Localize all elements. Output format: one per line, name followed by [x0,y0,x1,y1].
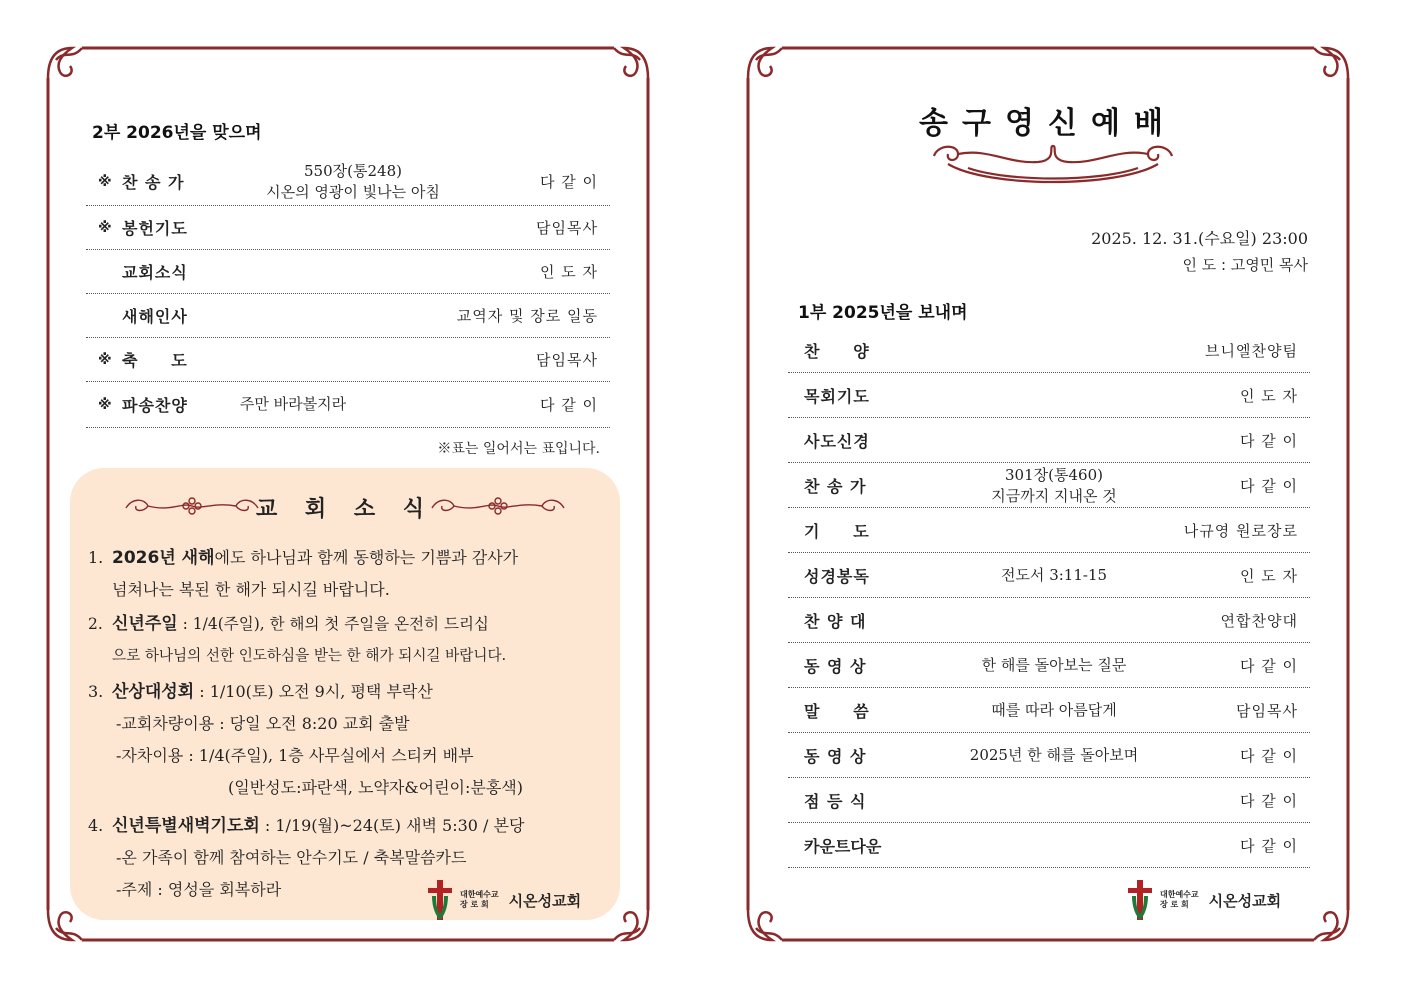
ornament-icon [428,494,568,518]
section-title: 1부 2025년을 보내며 [798,303,968,323]
item-name: 사도신경 [804,432,870,451]
item-name: 동 영 상 [804,747,867,766]
list-item [788,734,1310,778]
item-title: 전도서 3:11-15 [1000,566,1108,584]
news-header [70,490,620,526]
item-name: 성경봉독 [804,567,870,586]
item-person: 다 같 이 [1239,837,1298,855]
item-person: 연합찬양대 [1220,612,1298,630]
service-datetime: 2025. 12. 31.(수요일) 23:00 [1091,229,1308,248]
list-item [788,464,1310,508]
list-item [788,689,1310,733]
item-name: 찬 송 가 [122,173,185,192]
standing-note: ※표는 일어서는 표입니다. [437,441,600,457]
item-person: 다 같 이 [1239,477,1298,495]
item-name: 교회소식 [122,263,188,282]
service-leader: 인 도 : 고영민 목사 [1182,256,1308,274]
item-title: 주만 바라볼지라 [239,395,347,413]
denomination-label: 대한예수교 장 로 회 [1160,890,1199,909]
item-name: 축 도 [122,351,188,370]
item-name: 목회기도 [804,387,870,406]
item-name: 찬 양 [804,342,870,361]
item-person: 브니엘찬양팀 [1205,342,1298,360]
page-title: 송구영신예배 [919,106,1177,141]
item-person: 나규영 원로장로 [1183,522,1298,540]
item-name: 카운트다운 [804,837,882,856]
item-person: 인 도 자 [1239,567,1298,585]
item-title: 550장(통248) 시온의 영광이 빛나는 아침 [266,161,440,201]
item-person: 다 같 이 [1239,792,1298,810]
item-person: 교역자 및 장로 일동 [456,307,598,325]
list-item [788,554,1310,598]
standing-mark: ※ [98,396,112,413]
title-ornament-icon [928,138,1178,188]
news-item: 1. 2026년 새해에도 하나님과 함께 동행하는 기쁨과 감사가 넘쳐나는 복된 한 해가 되시길 바랍니다. [88,548,519,599]
church-news-box [70,468,620,920]
item-person: 다 같 이 [539,173,598,191]
item-person: 담임목사 [1236,702,1298,720]
list-item [788,599,1310,643]
list-item [788,644,1310,688]
item-title: 301장(통460) 지금까지 지내온 것 [991,465,1117,505]
list-item [788,329,1310,373]
item-name: 찬 송 가 [804,477,867,496]
church-name: 시온성교회 [508,891,582,910]
list-item [86,250,610,294]
news-item: 3. 산상대성회 : 1/10(토) 오전 9시, 평택 부락산 -교회차량이용 : 당일 오전 8:20 교회 출발 -자차이용 : 1/4(주일), 1층 사무실에서 스티커 배부 (일반성도:파란색, 노약자&어린이:분홍색) [88,682,523,797]
item-name: 새해인사 [122,307,188,326]
item-person: 인 도 자 [539,263,598,281]
right-page [742,38,1354,950]
list-item [86,338,610,382]
list-item [788,824,1310,868]
item-title: 한 해를 돌아보는 질문 [981,656,1127,674]
list-item [788,419,1310,463]
list-item [86,382,610,428]
news-item: 4. 신년특별새벽기도회 : 1/19(월)~24(토) 새벽 5:30 / 본당 -온 가족이 함께 참여하는 안수기도 / 축복말씀카드 -주제 : 영성을 회복하라 [88,816,525,899]
standing-mark: ※ [98,219,112,236]
item-person: 다 같 이 [1239,747,1298,765]
church-name: 시온성교회 [1208,891,1282,910]
item-title: 2025년 한 해를 돌아보며 [969,746,1139,764]
news-title: 교 회 소 식 [256,497,434,522]
item-person: 인 도 자 [1239,387,1298,405]
cross-logo-icon [426,878,454,922]
section-title: 2부 2026년을 맞으며 [92,123,262,143]
church-logo [426,878,581,922]
item-name: 동 영 상 [804,657,867,676]
list-item [86,294,610,338]
cross-logo-icon [1126,878,1154,922]
item-name: 기 도 [804,522,870,541]
standing-mark: ※ [98,351,112,368]
denomination-label: 대한예수교 장 로 회 [460,890,499,909]
item-name: 파송찬양 [122,396,188,415]
item-person: 다 같 이 [1239,657,1298,675]
item-person: 다 같 이 [1239,432,1298,450]
list-item [86,158,610,206]
list-item [86,206,610,250]
list-item [788,779,1310,823]
news-item: 2. 신년주일 : 1/4(주일), 한 해의 첫 주일을 온전히 드리십 으로 하나님의 선한 인도하심을 받는 한 해가 되시길 바랍니다. [88,614,507,664]
item-name: 찬 양 대 [804,612,867,631]
item-name: 점 등 식 [804,792,867,811]
item-title: 때를 따라 아름답게 [991,701,1117,719]
church-logo [1126,878,1281,922]
item-name: 말 씀 [804,702,870,721]
item-person: 담임목사 [536,219,598,237]
list-item [788,374,1310,418]
item-person: 다 같 이 [539,396,598,414]
item-person: 담임목사 [536,351,598,369]
list-item [788,509,1310,553]
standing-mark: ※ [98,173,112,190]
left-page [42,38,654,950]
item-name: 봉헌기도 [122,219,188,238]
